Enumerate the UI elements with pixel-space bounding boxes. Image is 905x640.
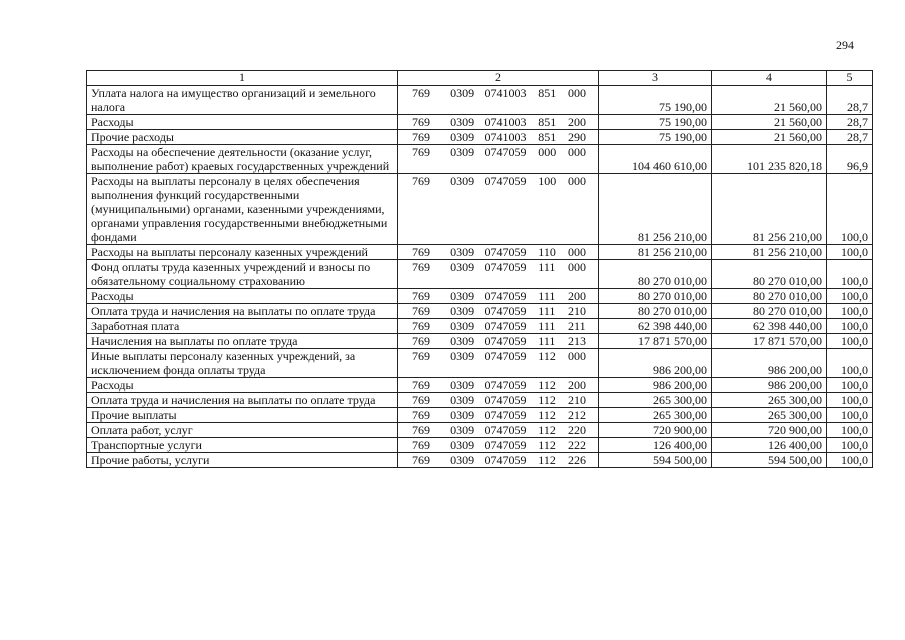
- row-fact: 62 398 440,00: [712, 319, 827, 334]
- budget-execution-table: [86, 70, 873, 468]
- table-row: [87, 289, 873, 304]
- row-plan: 986 200,00: [599, 349, 712, 378]
- code-expense-type: 851: [538, 86, 557, 100]
- row-percent: 100,0: [827, 438, 873, 453]
- table-row: [87, 145, 873, 174]
- code-expense-type: 112: [538, 393, 556, 407]
- row-plan: 265 300,00: [599, 393, 712, 408]
- code-section: 0309: [450, 289, 475, 303]
- table-row: [87, 174, 873, 245]
- row-plan: 594 500,00: [599, 453, 712, 468]
- code-kosgu: 000: [568, 86, 587, 100]
- code-target-item: 0747059: [484, 408, 527, 422]
- row-percent: 96,9: [827, 145, 873, 174]
- code-section: 0309: [450, 304, 475, 318]
- code-kosgu: 213: [568, 334, 587, 348]
- row-plan: 265 300,00: [599, 408, 712, 423]
- code-target-item: 0747059: [484, 453, 527, 467]
- row-plan: 75 190,00: [599, 115, 712, 130]
- code-kosgu: 200: [568, 289, 587, 303]
- row-codes: [398, 174, 599, 245]
- row-percent: 100,0: [827, 260, 873, 289]
- header-col-4: 4: [712, 71, 827, 86]
- table-row: [87, 334, 873, 349]
- code-section: 0309: [450, 438, 475, 452]
- code-expense-type: 110: [538, 245, 556, 259]
- row-codes: [398, 319, 599, 334]
- code-expense-type: 111: [538, 304, 556, 318]
- row-name: Расходы на выплаты персоналу казенных учреждений: [87, 245, 398, 260]
- code-grbs: 769: [412, 319, 430, 333]
- code-kosgu: 000: [568, 145, 587, 159]
- table-row: [87, 130, 873, 145]
- row-plan: 75 190,00: [599, 86, 712, 115]
- row-name: Фонд оплаты труда казенных учреждений и взносы по обязательному социальному страхованию: [87, 260, 398, 289]
- row-fact: 720 900,00: [712, 423, 827, 438]
- row-codes: [398, 334, 599, 349]
- table-row: [87, 304, 873, 319]
- row-plan: 126 400,00: [599, 438, 712, 453]
- row-percent: 100,0: [827, 174, 873, 245]
- row-percent: 100,0: [827, 453, 873, 468]
- code-grbs: 769: [412, 408, 430, 422]
- table-row: [87, 393, 873, 408]
- table-row: [87, 260, 873, 289]
- row-percent: 100,0: [827, 304, 873, 319]
- code-kosgu: 000: [568, 349, 587, 363]
- row-plan: 104 460 610,00: [599, 145, 712, 174]
- row-codes: [398, 145, 599, 174]
- row-percent: 100,0: [827, 349, 873, 378]
- code-target-item: 0747059: [484, 245, 527, 259]
- code-kosgu: 210: [568, 304, 587, 318]
- code-target-item: 0747059: [484, 393, 527, 407]
- code-kosgu: 220: [568, 423, 587, 437]
- code-expense-type: 112: [538, 438, 556, 452]
- code-section: 0309: [450, 349, 475, 363]
- code-grbs: 769: [412, 130, 430, 144]
- code-kosgu: 210: [568, 393, 587, 407]
- code-kosgu: 200: [568, 378, 587, 392]
- code-section: 0309: [450, 86, 475, 100]
- code-section: 0309: [450, 145, 475, 159]
- code-grbs: 769: [412, 86, 430, 100]
- table-row: [87, 438, 873, 453]
- table-row: [87, 453, 873, 468]
- row-percent: 100,0: [827, 408, 873, 423]
- code-kosgu: 290: [568, 130, 587, 144]
- row-name: Оплата труда и начисления на выплаты по оплате труда: [87, 304, 398, 319]
- code-expense-type: 112: [538, 349, 556, 363]
- row-codes: [398, 349, 599, 378]
- row-percent: 100,0: [827, 378, 873, 393]
- code-target-item: 0747059: [484, 334, 527, 348]
- row-percent: 28,7: [827, 115, 873, 130]
- code-expense-type: 111: [538, 334, 556, 348]
- row-codes: [398, 130, 599, 145]
- code-grbs: 769: [412, 245, 430, 259]
- row-fact: 986 200,00: [712, 349, 827, 378]
- code-section: 0309: [450, 408, 475, 422]
- code-kosgu: 226: [568, 453, 587, 467]
- code-expense-type: 111: [538, 289, 556, 303]
- code-section: 0309: [450, 378, 475, 392]
- code-expense-type: 112: [538, 378, 556, 392]
- row-name: Расходы: [87, 115, 398, 130]
- code-target-item: 0747059: [484, 349, 527, 363]
- code-expense-type: 851: [538, 130, 557, 144]
- row-name: Расходы: [87, 289, 398, 304]
- row-codes: [398, 115, 599, 130]
- row-name: Уплата налога на имущество организаций и земельного налога: [87, 86, 398, 115]
- row-name: Оплата работ, услуг: [87, 423, 398, 438]
- row-name: Прочие выплаты: [87, 408, 398, 423]
- row-name: Расходы на обеспечение деятельности (оказание услуг, выполнение работ) краевых государственных учреждений: [87, 145, 398, 174]
- header-col-3: 3: [599, 71, 712, 86]
- code-expense-type: 000: [538, 145, 557, 159]
- row-codes: [398, 438, 599, 453]
- header-col-2: 2: [398, 71, 599, 86]
- row-name: Оплата труда и начисления на выплаты по оплате труда: [87, 393, 398, 408]
- row-codes: [398, 289, 599, 304]
- code-expense-type: 112: [538, 423, 556, 437]
- code-expense-type: 111: [538, 319, 556, 333]
- row-codes: [398, 393, 599, 408]
- code-kosgu: 000: [568, 174, 587, 188]
- code-expense-type: 851: [538, 115, 557, 129]
- code-section: 0309: [450, 334, 475, 348]
- row-codes: [398, 86, 599, 115]
- page-number: 294: [836, 38, 854, 52]
- row-fact: 17 871 570,00: [712, 334, 827, 349]
- code-target-item: 0747059: [484, 174, 527, 188]
- row-codes: [398, 304, 599, 319]
- row-codes: [398, 260, 599, 289]
- row-fact: 81 256 210,00: [712, 174, 827, 245]
- row-codes: [398, 408, 599, 423]
- code-kosgu: 212: [568, 408, 587, 422]
- table-row: [87, 408, 873, 423]
- table-row: [87, 115, 873, 130]
- code-target-item: 0747059: [484, 319, 527, 333]
- code-kosgu: 222: [568, 438, 587, 452]
- code-grbs: 769: [412, 145, 430, 159]
- code-expense-type: 112: [538, 408, 556, 422]
- row-name: Расходы на выплаты персоналу в целях обеспечения выполнения функций государственными (муниципальными) органами, казенными учреждениями, органами управления государственными внебюджетными фондами: [87, 174, 398, 245]
- row-plan: 80 270 010,00: [599, 260, 712, 289]
- row-codes: [398, 453, 599, 468]
- row-name: Начисления на выплаты по оплате труда: [87, 334, 398, 349]
- code-kosgu: 200: [568, 115, 587, 129]
- code-section: 0309: [450, 453, 475, 467]
- row-plan: 81 256 210,00: [599, 174, 712, 245]
- code-grbs: 769: [412, 438, 430, 452]
- code-expense-type: 100: [538, 174, 557, 188]
- row-plan: 986 200,00: [599, 378, 712, 393]
- code-section: 0309: [450, 174, 475, 188]
- row-fact: 594 500,00: [712, 453, 827, 468]
- header-col-1: 1: [87, 71, 398, 86]
- row-fact: 101 235 820,18: [712, 145, 827, 174]
- row-name: Расходы: [87, 378, 398, 393]
- row-fact: 21 560,00: [712, 130, 827, 145]
- row-fact: 81 256 210,00: [712, 245, 827, 260]
- row-percent: 100,0: [827, 334, 873, 349]
- code-target-item: 0747059: [484, 423, 527, 437]
- code-section: 0309: [450, 423, 475, 437]
- row-percent: 28,7: [827, 130, 873, 145]
- row-codes: [398, 245, 599, 260]
- code-grbs: 769: [412, 260, 430, 274]
- row-name: Заработная плата: [87, 319, 398, 334]
- code-grbs: 769: [412, 115, 430, 129]
- row-fact: 126 400,00: [712, 438, 827, 453]
- table-row: [87, 245, 873, 260]
- row-percent: 100,0: [827, 245, 873, 260]
- row-fact: 80 270 010,00: [712, 304, 827, 319]
- row-plan: 80 270 010,00: [599, 289, 712, 304]
- row-codes: [398, 378, 599, 393]
- header-col-5: 5: [827, 71, 873, 86]
- code-section: 0309: [450, 130, 475, 144]
- code-kosgu: 000: [568, 245, 587, 259]
- code-grbs: 769: [412, 334, 430, 348]
- code-target-item: 0741003: [484, 86, 527, 100]
- code-target-item: 0747059: [484, 145, 527, 159]
- code-grbs: 769: [412, 349, 430, 363]
- code-expense-type: 111: [538, 260, 556, 274]
- code-grbs: 769: [412, 378, 430, 392]
- code-target-item: 0747059: [484, 289, 527, 303]
- code-section: 0309: [450, 245, 475, 259]
- row-percent: 28,7: [827, 86, 873, 115]
- row-fact: 21 560,00: [712, 86, 827, 115]
- row-fact: 265 300,00: [712, 408, 827, 423]
- row-percent: 100,0: [827, 289, 873, 304]
- code-grbs: 769: [412, 393, 430, 407]
- code-target-item: 0747059: [484, 378, 527, 392]
- row-fact: 80 270 010,00: [712, 289, 827, 304]
- table-row: [87, 423, 873, 438]
- row-plan: 17 871 570,00: [599, 334, 712, 349]
- row-plan: 81 256 210,00: [599, 245, 712, 260]
- row-fact: 986 200,00: [712, 378, 827, 393]
- code-grbs: 769: [412, 423, 430, 437]
- code-grbs: 769: [412, 289, 430, 303]
- code-section: 0309: [450, 393, 475, 407]
- code-section: 0309: [450, 260, 475, 274]
- code-grbs: 769: [412, 174, 430, 188]
- row-percent: 100,0: [827, 423, 873, 438]
- code-target-item: 0747059: [484, 438, 527, 452]
- row-plan: 720 900,00: [599, 423, 712, 438]
- table-row: [87, 349, 873, 378]
- code-kosgu: 000: [568, 260, 587, 274]
- code-target-item: 0741003: [484, 115, 527, 129]
- row-fact: 80 270 010,00: [712, 260, 827, 289]
- code-target-item: 0747059: [484, 304, 527, 318]
- row-fact: 265 300,00: [712, 393, 827, 408]
- code-section: 0309: [450, 115, 475, 129]
- row-name: Прочие работы, услуги: [87, 453, 398, 468]
- code-kosgu: 211: [568, 319, 586, 333]
- code-grbs: 769: [412, 304, 430, 318]
- code-target-item: 0747059: [484, 260, 527, 274]
- code-target-item: 0741003: [484, 130, 527, 144]
- row-percent: 100,0: [827, 319, 873, 334]
- row-percent: 100,0: [827, 393, 873, 408]
- row-name: Прочие расходы: [87, 130, 398, 145]
- row-plan: 62 398 440,00: [599, 319, 712, 334]
- code-grbs: 769: [412, 453, 430, 467]
- row-plan: 75 190,00: [599, 130, 712, 145]
- row-plan: 80 270 010,00: [599, 304, 712, 319]
- row-name: Транспортные услуги: [87, 438, 398, 453]
- table-row: [87, 319, 873, 334]
- table-header-row: [87, 71, 873, 86]
- row-codes: [398, 423, 599, 438]
- code-expense-type: 112: [538, 453, 556, 467]
- table-row: [87, 378, 873, 393]
- code-section: 0309: [450, 319, 475, 333]
- row-fact: 21 560,00: [712, 115, 827, 130]
- row-name: Иные выплаты персоналу казенных учреждений, за исключением фонда оплаты труда: [87, 349, 398, 378]
- table-row: [87, 86, 873, 115]
